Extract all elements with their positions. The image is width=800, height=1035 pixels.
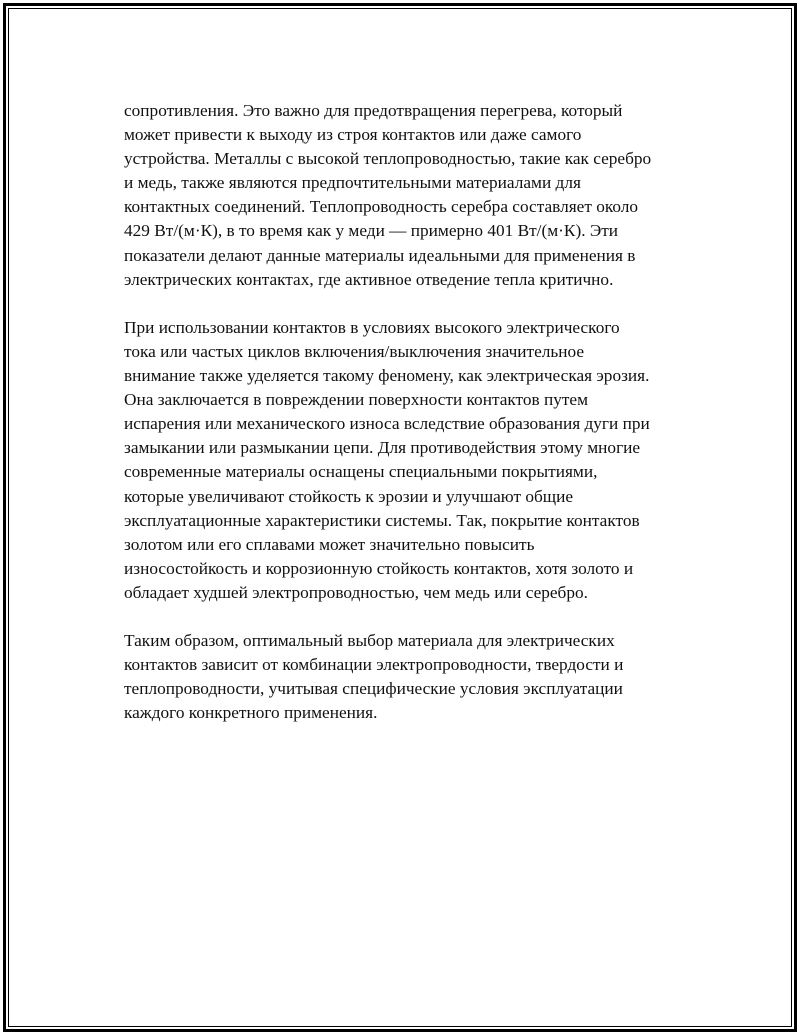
paragraph-electrical-erosion: При использовании контактов в условиях высокого электрического тока или частых циклов включения/выключения значительное внимание также уделяется такому феномену, как электрическая эрозия. Она заключается в повреждении поверхности контактов путем испарения или механического износа вследствие образования дуги при замыкании или размыкании цепи. Для противодействия этому многие современные материалы оснащены специальными покрытиями, которые увеличивают стойкость к эрозии и улучшают общие эксплуатационные характеристики системы. Так, покрытие контактов золотом или его сплавами может значительно повысить износостойкость и коррозионную стойкость контактов, хотя золото и обладает худшей электропроводностью, чем медь или серебро.	[124, 317, 650, 602]
paragraph-thermal-conductivity: сопротивления. Это важно для предотвращения перегрева, который может привести к выходу из строя контактов или даже самого устройства. Металлы с высокой теплопроводностью, такие как серебро и медь, также являются предпочтительными материалами для контактных соединений. Теплопроводность серебра составляет около 429 Вт/(м·К), в то время как у меди — примерно 401 Вт/(м·К). Эти показатели делают данные материалы идеальными для применения в электрических контактах, где активное отведение тепла критично.	[124, 101, 652, 289]
paragraph-conclusion: Таким образом, оптимальный выбор материала для электрических контактов зависит от комбинации электропроводности, твердости и теплопроводности, учитывая специфические условия эксплуатации каждого конкретного применения.	[124, 631, 624, 723]
document-body	[124, 99, 694, 750]
page-border	[3, 3, 797, 1032]
